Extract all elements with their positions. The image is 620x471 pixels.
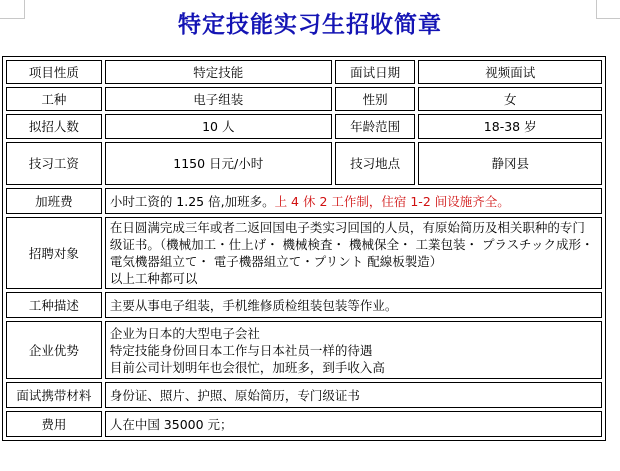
target-value	[105, 217, 602, 289]
advantage-line: 企业为日本的大型电子会社	[109, 325, 260, 341]
page-bottom-edge	[0, 462, 620, 471]
advantage-value	[105, 321, 602, 379]
job-type-value: 电子组装	[105, 87, 332, 111]
project-type-value: 特定技能	[105, 60, 332, 84]
advantage-label: 企业优势	[6, 321, 102, 379]
table-row	[6, 142, 602, 185]
interview-date-label: 面试日期	[335, 60, 416, 84]
fee-label: 费用	[6, 411, 102, 437]
advantage-line: 目前公司计划明年也会很忙，加班多，到手收入高	[109, 359, 385, 375]
advantage-line: 特定技能身份回日本工作与日本社员一样的待遇	[109, 342, 373, 358]
project-type-label: 项目性质	[6, 60, 102, 84]
wage-label: 技习工资	[6, 142, 102, 185]
target-label: 招聘对象	[6, 217, 102, 289]
materials-value: 身份证、照片、护照、原始简历，专门级证书	[105, 382, 602, 408]
overtime-label: 加班费	[6, 188, 102, 214]
work-schedule-text: 上 4 休 2 工作制，住宿 1-2 间设施齐全。	[274, 193, 510, 209]
table-row	[6, 411, 602, 437]
table-row	[6, 217, 602, 289]
wage-value: 1150 日元/小时	[105, 142, 332, 185]
location-value: 静冈县	[418, 142, 602, 185]
table-row	[6, 87, 602, 111]
gender-label: 性别	[335, 87, 416, 111]
headcount-value: 10 人	[105, 114, 332, 139]
recruitment-table	[2, 56, 606, 441]
job-type-label: 工种	[6, 87, 102, 111]
age-range-label: 年龄范围	[335, 114, 416, 139]
document-title: 特定技能实习生招收简章	[178, 12, 442, 38]
interview-date-value: 视频面试	[418, 60, 602, 84]
job-desc-label: 工种描述	[6, 292, 102, 318]
table-row	[6, 60, 602, 84]
location-label: 技习地点	[335, 142, 416, 185]
age-range-value: 18-38 岁	[418, 114, 602, 139]
table-row	[6, 292, 602, 318]
table-row	[6, 382, 602, 408]
headcount-label: 拟招人数	[6, 114, 102, 139]
table-row	[6, 188, 602, 214]
gender-value: 女	[418, 87, 602, 111]
fee-value: 人在中国 35000 元；	[105, 411, 602, 437]
table-row	[6, 114, 602, 139]
materials-label: 面试携带材料	[6, 382, 102, 408]
table-row	[6, 321, 602, 379]
target-line: 在日圆满完成三年或者二返回国电子类实习回国的人员，有原始简历及相关职种的专门级证书。（機械加工・仕上げ・ 機械検査・ 機械保全・ 工業包装・ プラスチック成形・ 電気機器組立て・ 電子機器組立て・プリント 配線板製造）	[109, 220, 594, 269]
target-line: 以上工种都可以	[109, 271, 198, 286]
overtime-text: 小时工资的 1.25 倍,加班多。	[109, 193, 275, 209]
job-desc-value: 主要从事电子组装，手机维修质检组装包装等作业。	[105, 292, 602, 318]
overtime-value	[105, 188, 602, 214]
